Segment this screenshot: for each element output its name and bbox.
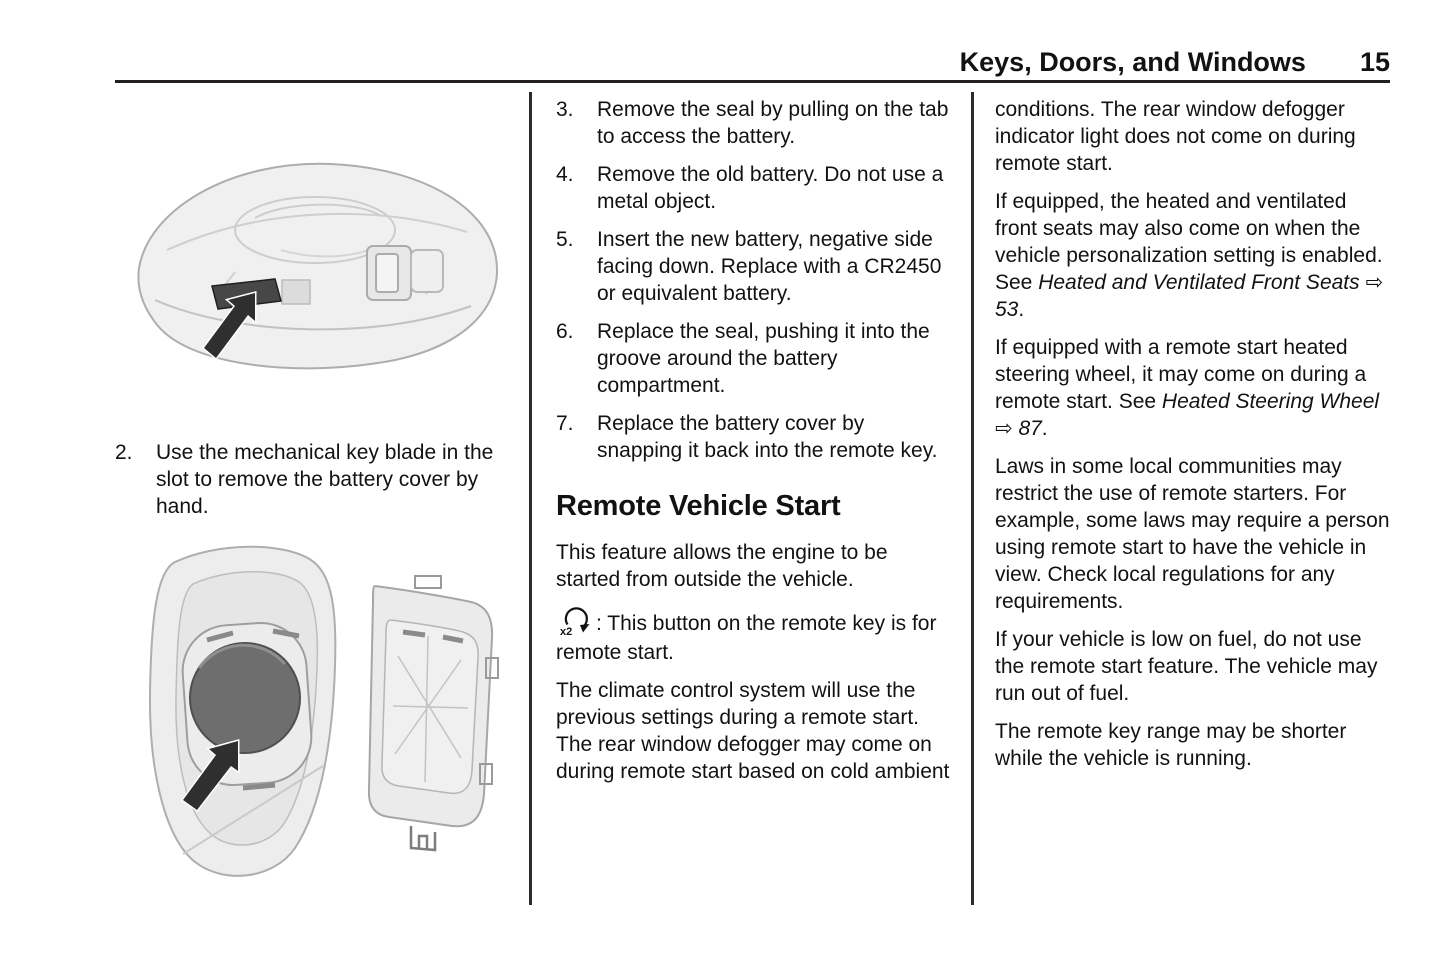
page-title: Keys, Doors, and Windows: [959, 47, 1306, 77]
list-item-number: 5.: [556, 228, 574, 251]
list-item-text: Remove the old battery. Do not use a metal object.: [597, 163, 944, 213]
header-divider: [115, 80, 1390, 83]
paragraph: The climate control system will use the previous settings during a remote start. The rear window defogger may come on during remote start based on cold ambient: [556, 679, 950, 783]
remote-key-slot-figure: [115, 100, 515, 419]
page-number: 15: [1359, 47, 1390, 77]
list-item: [115, 439, 515, 520]
list-item: [556, 161, 950, 215]
remote-key-battery-illustration: [123, 536, 503, 884]
list-item: [556, 318, 950, 399]
paragraph: This feature allows the engine to be started from outside the vehicle.: [556, 541, 888, 591]
list-item: [556, 410, 950, 464]
remote-start-x2-icon: [556, 604, 593, 639]
list-item-text: Replace the seal, pushing it into the groove around the battery compartment.: [597, 320, 930, 397]
list-item-text: Remove the seal by pulling on the tab to access the battery.: [597, 98, 949, 148]
paragraph: If your vehicle is low on fuel, do not use the remote start feature. The vehicle may run out of fuel.: [995, 628, 1378, 705]
list-item-number: 7.: [556, 412, 574, 435]
middle-column: [556, 96, 950, 796]
paragraph-with-reference: If equipped with a remote start heated steering wheel, it may come on during a remote start. See Heated Steering Wheel ⇨ 87.: [995, 336, 1380, 440]
list-item-text: Replace the battery cover by snapping it back into the remote key.: [597, 412, 938, 462]
list-item-number: 4.: [556, 163, 574, 186]
list-item-number: 2.: [115, 441, 133, 464]
paragraph: The remote key range may be shorter while the vehicle is running.: [995, 720, 1347, 770]
list-item-number: 6.: [556, 320, 574, 343]
column-divider-right: [971, 92, 974, 905]
remote-key-battery-figure: [123, 536, 515, 891]
icon-paragraph-text: : This button on the remote key is for remote start.: [556, 612, 937, 664]
left-column: [115, 96, 515, 891]
remote-key-slot-illustration: [115, 100, 513, 412]
column-divider-left: [529, 92, 532, 905]
paragraph: conditions. The rear window defogger indicator light does not come on during remote start.: [995, 98, 1356, 175]
page-header: [115, 48, 1390, 76]
list-item-text: Use the mechanical key blade in the slot to remove the battery cover by hand.: [156, 441, 494, 518]
list-item-number: 3.: [556, 98, 574, 121]
paragraph-with-icon: [556, 604, 950, 666]
right-column: [995, 96, 1391, 783]
paragraph-with-reference: If equipped, the heated and ventilated front seats may also come on when the vehicle personalization setting is enabled. See Heated and Ventilated Front Seats ⇨ 53.: [995, 190, 1384, 321]
section-heading: Remote Vehicle Start: [556, 490, 841, 522]
list-item: [556, 226, 950, 307]
list-item: [556, 96, 950, 150]
x2-label: x2: [560, 626, 573, 638]
paragraph: Laws in some local communities may restrict the use of remote starters. For example, some laws may require a person using remote start to have the vehicle in view. Check local regulations for any requirements.: [995, 455, 1390, 613]
list-item-text: Insert the new battery, negative side facing down. Replace with a CR2450 or equivalent battery.: [597, 228, 942, 305]
